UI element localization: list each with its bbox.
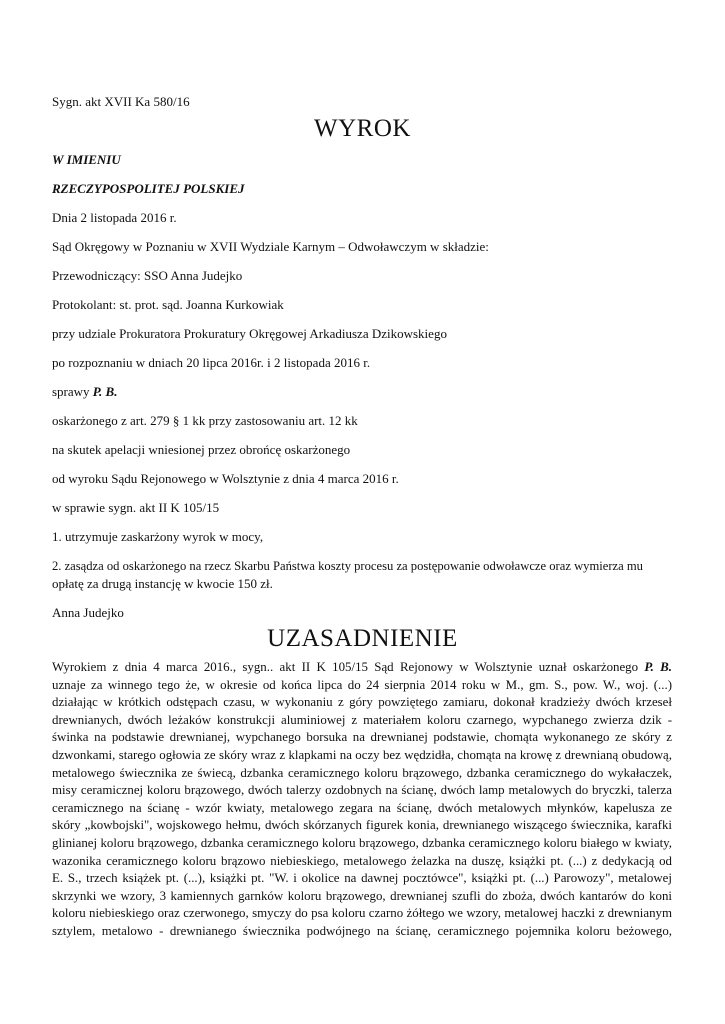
- in-the-name-line-1: W IMIENIU: [52, 152, 121, 167]
- justification-line: skrzynki we wzory, 3 kamiennych garnków koloru brązowego, drewnianej szufli do zboża, dwóch kantarów do koni: [52, 888, 672, 903]
- prosecutor: przy udziale Prokuratora Prokuratury Okręgowej Arkadiusza Dzikowskiego: [52, 326, 447, 341]
- in-the-name-line-2: RZECZYPOSPOLITEJ POLSKIEJ: [52, 181, 245, 196]
- signature: Anna Judejko: [52, 605, 124, 620]
- justification-line: ceramicznego na ścianę - wzór kwiaty, metalowego zegara na ścianę, dwóch metalowych młynków, kapelusza ze: [52, 800, 672, 815]
- file-reference: w sprawie sygn. akt II K 105/15: [52, 500, 220, 515]
- case-of-prefix: sprawy: [52, 384, 93, 399]
- justification-title: UZASADNIENIE: [267, 625, 458, 652]
- charge: oskarżonego z art. 279 § 1 kk przy zastosowaniu art. 12 kk: [52, 413, 358, 428]
- justification-line: świnka na podstawie drewnianej, wypchanego borsuka na drewnianej podstawie, chomąta wykonanego ze skóry z: [52, 730, 672, 745]
- justification-line: wazonika ceramicznego koloru brązowo niebieskiego, metalowego żelazka na duszę, książki pt. (...) z dedykacją od: [52, 853, 672, 868]
- justification-line: Wyrokiem z dnia 4 marca 2016., sygn.. akt II K 105/15 Sąd Rejonowy w Wolsztynie uznał oskarżonego P. B.: [52, 660, 673, 674]
- hearing-dates: po rozpoznaniu w dniach 20 lipca 2016r. i 2 listopada 2016 r.: [52, 355, 371, 370]
- court-clerk: Protokolant: st. prot. sąd. Joanna Kurkowiak: [52, 297, 284, 312]
- presiding-judge: Przewodniczący: SSO Anna Judejko: [52, 268, 243, 283]
- ruling-point-2-line-2: opłatę za drugą instancję w kwocie 150 zł.: [52, 576, 273, 591]
- justification-paragraph: [52, 659, 672, 941]
- justification-line: skóry „kowbojski", wojskowego hełmu, dwóch skórzanych figurek konia, drewnianego wiszącego świecznika, karafki: [52, 818, 672, 833]
- justification-line: metalowego świecznika ze świecą, dzbanka ceramicznego koloru brązowego, dzbanka ceramicznego do wykałaczek,: [52, 765, 672, 780]
- ruling-point-2-line-1: 2. zasądza od oskarżonego na rzecz Skarbu Państwa koszty procesu za postępowanie odwoławcze oraz wymierza mu: [52, 559, 643, 573]
- document-title: WYROK: [314, 115, 411, 142]
- justification-line: koloru niebieskiego oraz czerwonego, smyczy do psa koloru czarno żółtego we wzory, metalowej haczki z drewnianym: [52, 906, 672, 921]
- court-composition: Sąd Okręgowy w Poznaniu w XVII Wydziale Karnym – Odwoławczym w składzie:: [52, 239, 489, 254]
- case-of: [52, 383, 117, 401]
- defendant-name: P. B.: [92, 384, 118, 399]
- justification-line: dzwonkami, starego ogłowia ze skóry wraz z klapkami na oczy bez wędzidła, chomąta na krowę z drewnianą obudową,: [52, 747, 672, 762]
- justification-line: drewnianych, dwóch leżaków konstrukcji aluminiowej z materiałem koloru czarnego, wypchanego zwierza dzik -: [52, 712, 672, 727]
- justification-line: sztylem, metalowo - drewnianego świecznika podwójnego na ścianę, ceramicznego pojemnika koloru beżowego,: [52, 923, 672, 938]
- appealed-judgment: od wyroku Sądu Rejonowego w Wolsztynie z dnia 4 marca 2016 r.: [52, 471, 399, 486]
- case-number: Sygn. akt XVII Ka 580/16: [52, 94, 190, 109]
- defendant-name-inline: P. B.: [644, 660, 673, 674]
- justification-line: glinianej koloru brązowego, dzbanka ceramicznego koloru brązowego, dzbanka ceramicznego koloru białego w kwiaty,: [52, 835, 672, 850]
- justification-line: uznaje za winnego tego że, w okresie od końca lipca do 24 sierpnia 2014 roku w M., gm. S., pow. W., woj. (...): [52, 677, 672, 692]
- judgment-date: Dnia 2 listopada 2016 r.: [52, 210, 177, 225]
- ruling-point-1: 1. utrzymuje zaskarżony wyrok w mocy,: [52, 529, 264, 544]
- justification-line: misy ceramicznej koloru brązowego, dwóch talerzy ozdobnych na ścianę, dwóch lamp metalowych do bryczki, talerza: [52, 783, 672, 798]
- justification-line: E. S., trzech książek pt. (...), książki pt. "W. i okolice na dawnej pocztówce", książki pt. (...) Parowozy", metalowej: [52, 871, 672, 886]
- appeal-note: na skutek apelacji wniesionej przez obrońcę oskarżonego: [52, 442, 351, 457]
- justification-line: działając w krótkich odstępach czasu, w wykonaniu z góry powziętego zamiaru, dokonał kradzieży dwóch krzeseł: [52, 695, 672, 710]
